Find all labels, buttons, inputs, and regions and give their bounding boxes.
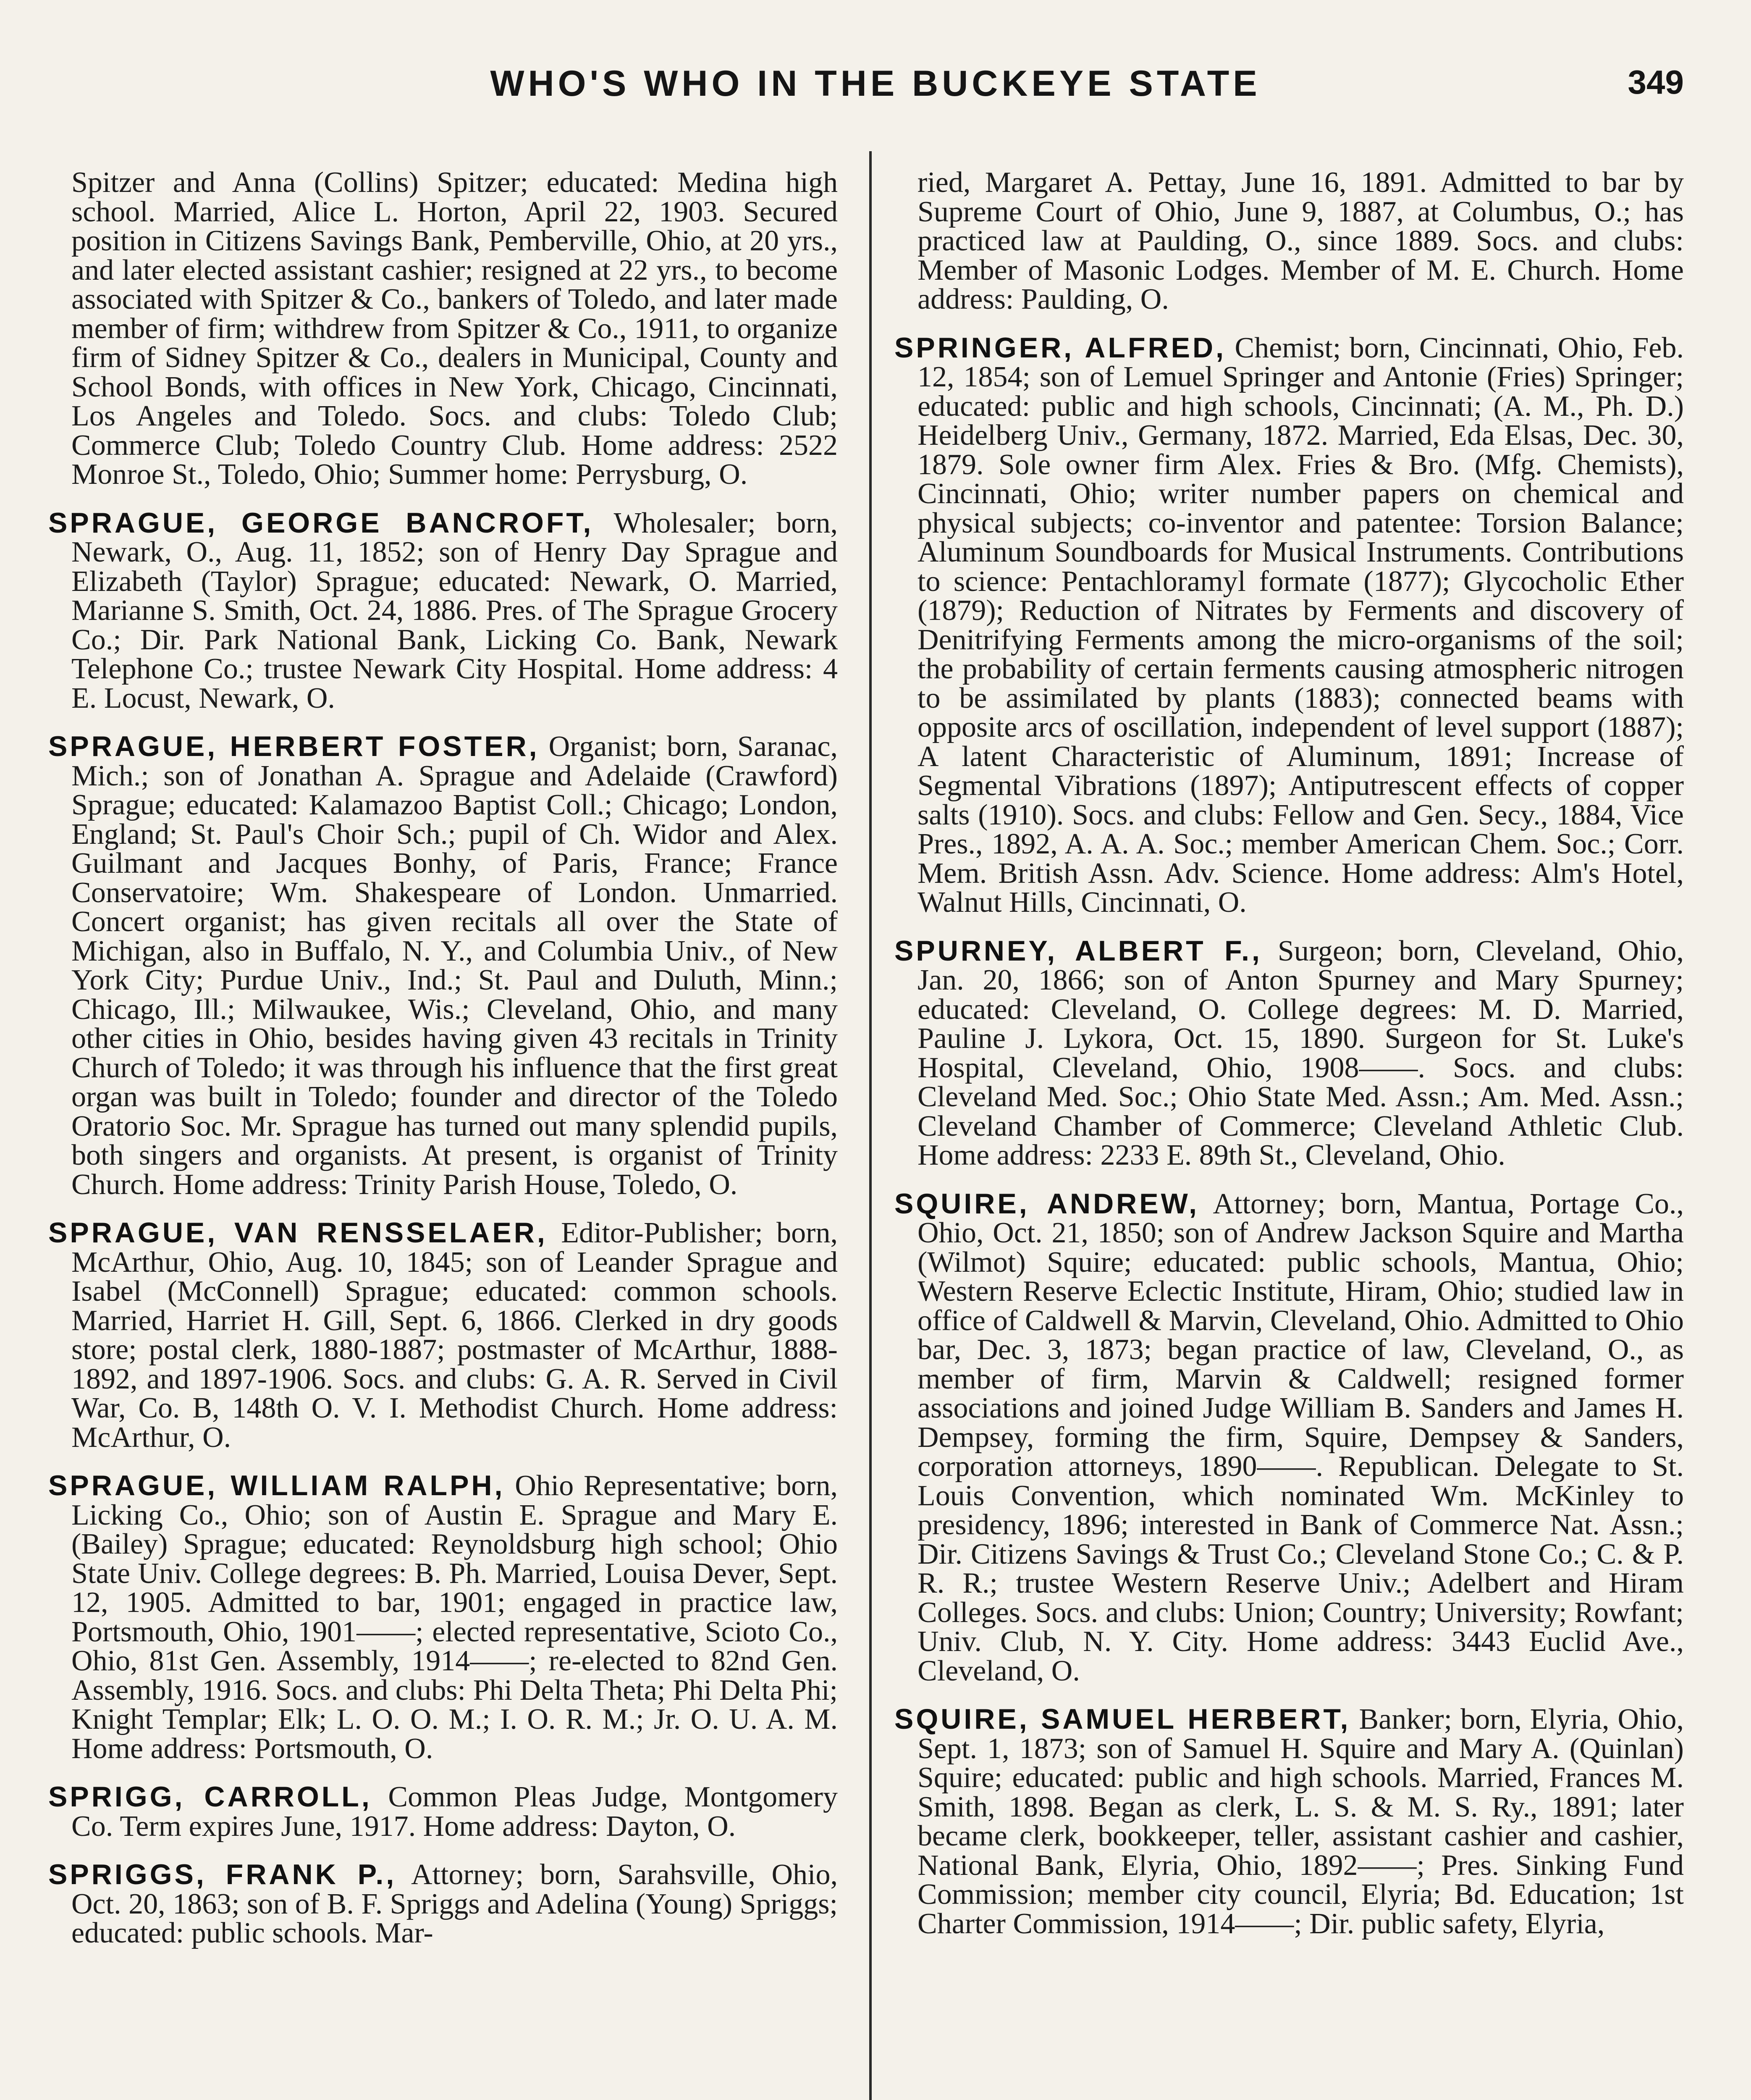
entry-bio: Wholesaler; born, Newark, O., Aug. 11, 1852; son of Henry Day Sprague and Elizabeth (Taylor) Sprague; educated: Newark, O. Married, Marianne S. Smith, Oct. 24, 1886. Pres. of The Sprague Grocery Co.; Dir. Park National Bank, Licking Co. Bank, Newark Telephone Co.; trustee Newark City Hospital. Home address: 4 E. Locust, Newark, O. (71, 507, 838, 714)
running-head (0, 63, 1751, 113)
left-column (48, 168, 838, 2100)
entry-bio: Banker; born, Elyria, Ohio, Sept. 1, 1873; son of Samuel H. Squire and Mary A. (Quinlan) Squire; educated: public and high schools. Married, Frances M. Smith, 1898. Began as clerk, L. S. & M. S. Ry., 1891; later became clerk, bookkeeper, teller, assistant cashier and cashier, National Bank, Elyria, Ohio, 1892——; Pres. Sinking Fund Commission; member city council, Elyria; Bd. Education; 1st Charter Commission, 1914——; Dir. public safety, Elyria, (917, 1703, 1684, 1940)
entry-sprague-herbert (48, 732, 838, 1199)
running-title: WHO'S WHO IN THE BUCKEYE STATE (490, 63, 1261, 104)
entry-sprague-van (48, 1218, 838, 1452)
entry-bio: Editor-Publisher; born, McArthur, Ohio, Aug. 10, 1845; son of Leander Sprague and Isabel (McConnell) Sprague; educated: common schools. Married, Harriet H. Gill, Sept. 6, 1866. Clerked in dry goods store; postal clerk, 1880-1887; postmaster of McArthur, 1888-1892, and 1897-1906. Socs. and clubs: G. A. R. Served in Civil War, Co. B, 148th O. V. I. Methodist Church. Home address: McArthur, O. (71, 1217, 838, 1454)
entry-squire-samuel (894, 1705, 1684, 1938)
entry-name: SQUIRE, ANDREW, (894, 1187, 1199, 1220)
entry-spurney-albert (894, 934, 1684, 1171)
page-number: 349 (1628, 63, 1684, 101)
entry-bio: Spitzer and Anna (Collins) Spitzer; educated: Medina high school. Married, Alice L. Horton, April 22, 1903. Secured position in Citizens Savings Bank, Pemberville, Ohio, at 20 yrs., and later elected assistant cashier; resigned at 22 yrs., to become associated with Spitzer & Co., bankers of Toledo, and later made member of firm; withdrew from Spitzer & Co., 1911, to organize firm of Sidney Spitzer & Co., dealers in Municipal, County and School Bonds, with offices in New York, Chicago, Cincinnati, Los Angeles and Toledo. Socs. and clubs: Toledo Club; Commerce Club; Toledo Country Club. Home address: 2522 Monroe St., Toledo, Ohio; Summer home: Perrysburg, O. (71, 168, 838, 491)
entry-sprague-william (48, 1471, 838, 1763)
entry-springer-alfred (894, 333, 1684, 917)
entry-bio: Surgeon; born, Cleveland, Ohio, Jan. 20, 1866; son of Anton Spurney and Mary Spurney; educated: Cleveland, O. College degrees: M. D. Married, Pauline J. Lykora, Oct. 15, 1890. Surgeon for St. Luke's Hospital, Cleveland, Ohio, 1908——. Socs. and clubs: Cleveland Med. Soc.; Ohio State Med. Assn.; Am. Med. Assn.; Cleveland Chamber of Commerce; Cleveland Athletic Club. Home address: 2233 E. 89th St., Cleveland, Ohio. (917, 934, 1684, 1171)
column-divider (869, 151, 872, 2100)
entry-bio: Organist; born, Saranac, Mich.; son of Jonathan A. Sprague and Adelaide (Crawford) Sprague; educated: Kalamazoo Baptist Coll.; Chicago; London, England; St. Paul's Choir Sch.; pupil of Ch. Widor and Alex. Guilmant and Jacques Bonhy, of Paris, France; France Conservatoire; Wm. Shakespeare of London. Unmarried. Concert organist; has given recitals all over the State of Michigan, also in Buffalo, N. Y., and Columbia Univ., of New York City; Purdue Univ., Ind.; St. Paul and Duluth, Minn.; Chicago, Ill.; Milwaukee, Wis.; Cleveland, Ohio, and many other cities in Ohio, besides having given 43 recitals in Trinity Church of Toledo; it was through his influence that the first great organ was built in Toledo; founder and director of the Toledo Oratorio Soc. Mr. Sprague has turned out many splendid pupils, both singers and organists. At present, is organist of Trinity Church. Home address: Trinity Parish House, Toledo, O. (71, 730, 838, 1201)
entry-name: SPRIGGS, FRANK P., (48, 1858, 397, 1890)
right-column (894, 168, 1684, 2100)
entry-bio: Ohio Representative; born, Licking Co., Ohio; son of Austin E. Sprague and Mary E. (Bailey) Sprague; educated: Reynoldsburg high school; Ohio State Univ. College degrees: B. Ph. Married, Louisa Dever, Sept. 12, 1905. Admitted to bar, 1901; engaged in practice law, Portsmouth, Ohio, 1901——; elected representative, Scioto Co., Ohio, 81st Gen. Assembly, 1914——; re-elected to 82nd Gen. Assembly, 1916. Socs. and clubs: Phi Delta Theta; Phi Delta Phi; Knight Templar; Elk; L. O. O. M.; I. O. R. M.; Jr. O. U. A. M. Home address: Portsmouth, O. (71, 1470, 838, 1765)
entry-name: SPRAGUE, WILLIAM RALPH, (48, 1470, 505, 1502)
entry-bio: Attorney; born, Mantua, Portage Co., Ohio, Oct. 21, 1850; son of Andrew Jackson Squire and Martha (Wilmot) Squire; educated: public schools, Mantua, Ohio; Western Reserve Eclectic Institute, Hiram, Ohio; studied law in office of Caldwell & Marvin, Cleveland, Ohio. Admitted to Ohio bar, Dec. 3, 1873; began practice of law, Cleveland, O., as member of firm, Marvin & Caldwell; resigned former associations and joined Judge William B. Sanders and James H. Dempsey, forming the firm, Squire, Dempsey & Sanders, corporation attorneys, 1890——. Republican. Delegate to St. Louis Convention, which nominated Wm. McKinley to presidency, 1896; interested in Bank of Commerce Nat. Assn.; Dir. Citizens Savings & Trust Co.; Cleveland Stone Co.; C. & P. R. R.; trustee Western Reserve Univ.; Adelbert and Hiram Colleges. Socs. and clubs: Union; Country; University; Rowfant; Univ. Club, N. Y. City. Home address: 3443 Euclid Ave., Cleveland, O. (917, 1187, 1684, 1687)
entry-spriggs-frank (48, 1860, 838, 1948)
entry-name: SPRINGER, ALFRED, (894, 331, 1227, 364)
entry-sprigg-carroll (48, 1782, 838, 1841)
entry-bio: Common Pleas Judge, Montgomery Co. Term expires June, 1917. Home address: Dayton, O. (71, 1781, 838, 1843)
entry-name: SPRIGG, CARROLL, (48, 1781, 372, 1813)
entry-sprague-george (48, 509, 838, 713)
entry-bio: Chemist; born, Cincinnati, Ohio, Feb. 12, 1854; son of Lemuel Springer and Antonie (Fries) Springer; educated: public and high schools, Cincinnati; (A. M., Ph. D.) Heidelberg Univ., Germany, 1872. Married, Eda Elsas, Dec. 30, 1879. Sole owner firm Alex. Fries & Bro. (Mfg. Chemists), Cincinnati, Ohio; writer number papers on chemical and physical subjects; co-inventor and patentee: Torsion Balance; Aluminum Soundboards for Musical Instruments. Contributions to science: Pentachloramyl formate (1877); Glycocholic Ether (1879); Reduction of Nitrates by Ferments and discovery of Denitrifying Ferments among the micro-organisms of the soil; the probability of certain ferments causing atmospheric nitrogen to be assimilated by plants (1883); connected beams with opposite arcs of oscillation, independent of level support (1887); A latent Characteristic of Aluminum, 1891; Increase of Segmental Vibrations (1897); Antiputrescent effects of copper salts (1910). Socs. and clubs: Fellow and Gen. Secy., 1884, Vice Pres., 1892, A. A. A. Soc.; member American Chem. Soc.; Corr. Mem. British Assn. Adv. Science. Home address: Alm's Hotel, Walnut Hills, Cincinnati, O. (917, 331, 1684, 919)
entry-name: SQUIRE, SAMUEL HERBERT, (894, 1703, 1351, 1735)
entry-bio: Attorney; born, Sarahsville, Ohio, Oct. 20, 1863; son of B. F. Spriggs and Adelina (Young) Spriggs; educated: public schools. Mar- (71, 1858, 838, 1949)
entry-continued (48, 168, 838, 489)
entry-bio: ried, Margaret A. Pettay, June 16, 1891. Admitted to bar by Supreme Court of Ohio, June 9, 1887, at Columbus, O.; has practiced law at Paulding, O., since 1889. Socs. and clubs: Member of Masonic Lodges. Member of M. E. Church. Home address: Paulding, O. (917, 168, 1684, 315)
entry-name: SPURNEY, ALBERT F., (894, 934, 1262, 967)
entry-continued (894, 168, 1684, 314)
entry-name: SPRAGUE, HERBERT FOSTER, (48, 730, 540, 762)
entry-squire-andrew (894, 1189, 1684, 1686)
entry-name: SPRAGUE, VAN RENSSELAER, (48, 1217, 548, 1249)
entry-name: SPRAGUE, GEORGE BANCROFT, (48, 507, 594, 539)
